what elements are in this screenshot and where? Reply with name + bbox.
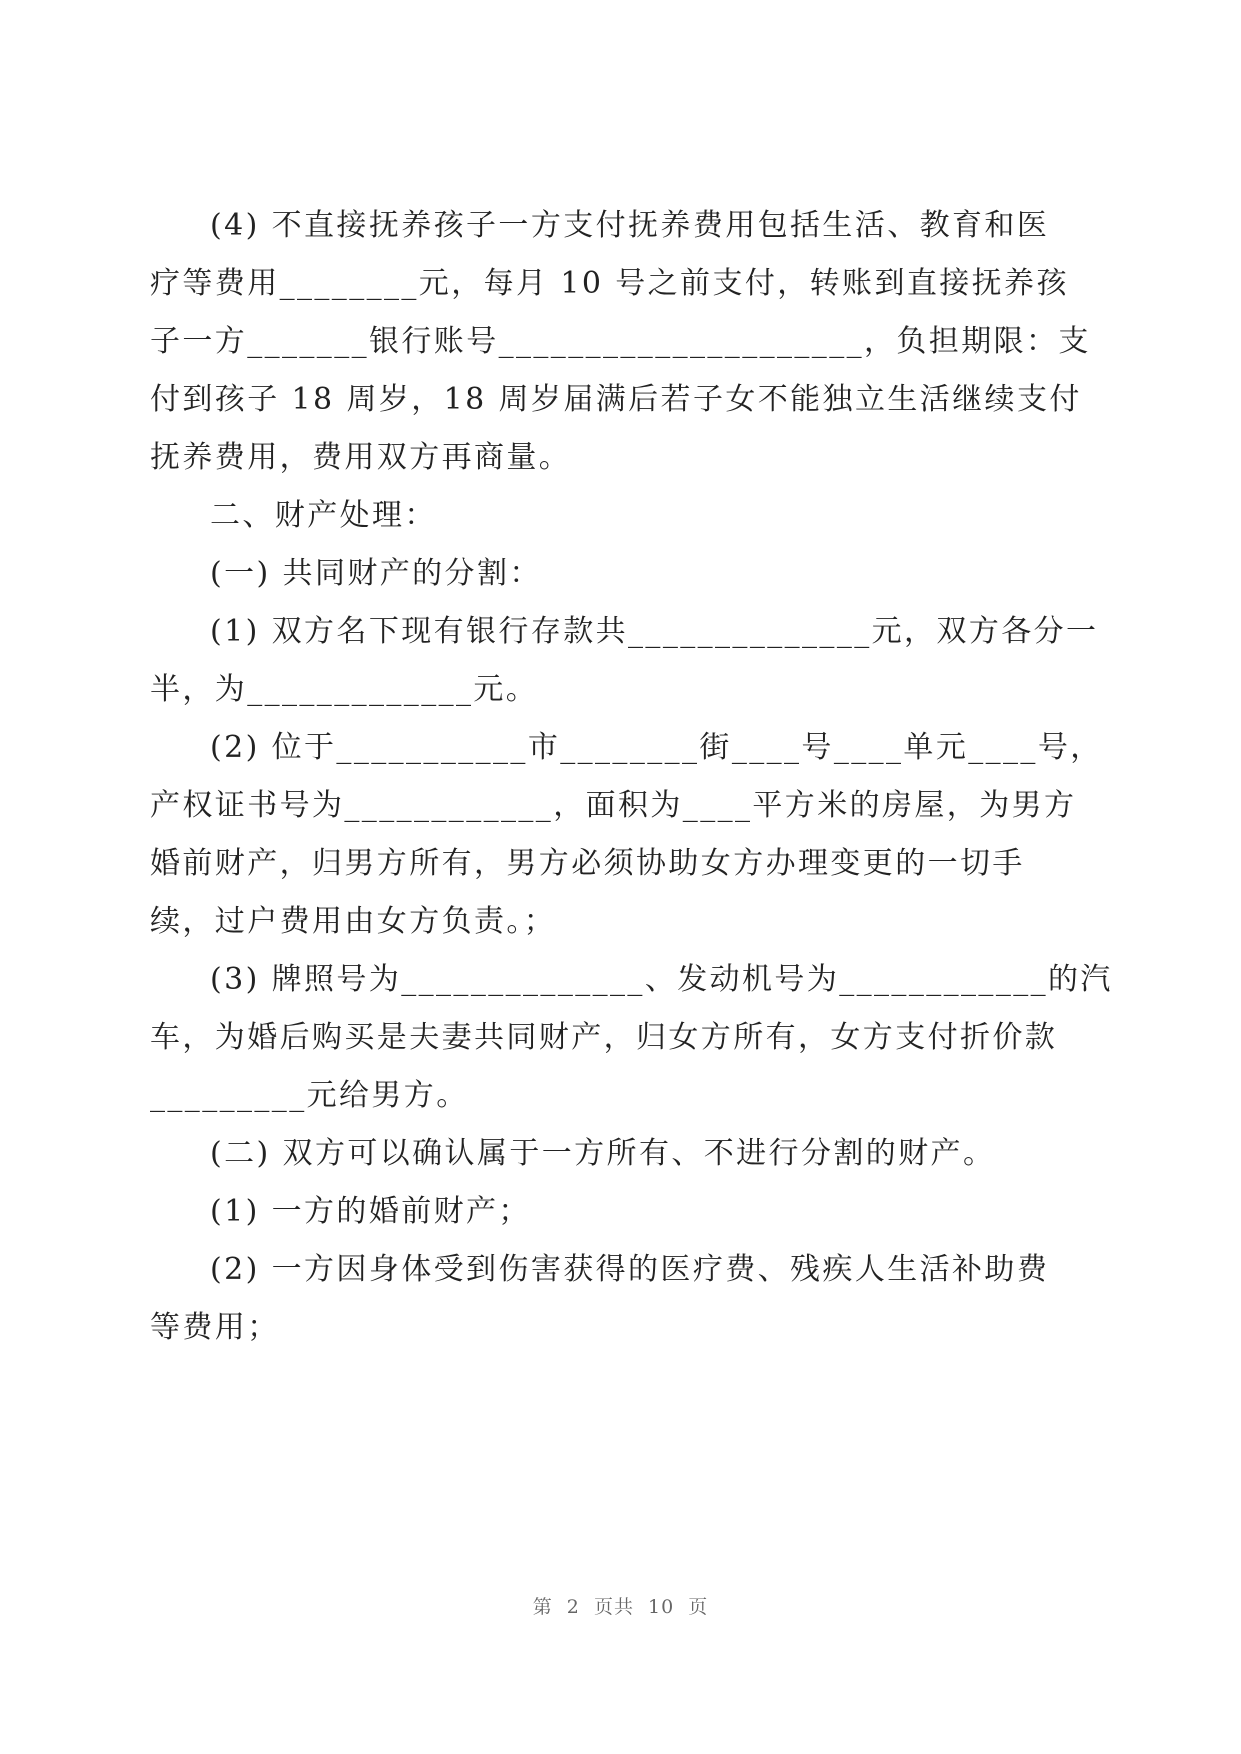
paragraph-line: 车，为婚后购买是夫妻共同财产，归女方所有，女方支付折价款 (150, 1020, 1058, 1055)
subsection-heading: (二) 双方可以确认属于一方所有、不进行分割的财产。 (210, 1136, 996, 1171)
paragraph-line: (4) 不直接抚养孩子一方支付抚养费用包括生活、教育和医 (210, 208, 1050, 243)
page-number-footer: 第 2 页共 10 页 (532, 1596, 709, 1618)
paragraph-line: 子一方_______银行账号_____________________，负担期限：支 (150, 324, 1091, 359)
paragraph-line: 半，为_____________元。 (150, 672, 539, 707)
paragraph-line: (2) 一方因身体受到伤害获得的医疗费、残疾人生活补助费 (210, 1252, 1050, 1287)
paragraph-line: 付到孩子 18 周岁，18 周岁届满后若子女不能独立生活继续支付 (150, 382, 1082, 417)
paragraph-line: 续，过户费用由女方负责。； (150, 904, 557, 939)
section-heading: 二、财产处理： (210, 498, 437, 533)
paragraph-line: 抚养费用，费用双方再商量。 (150, 440, 572, 475)
paragraph-line: (1) 一方的婚前财产； (210, 1194, 531, 1229)
paragraph-line: 疗等费用________元，每月 10 号之前支付，转账到直接抚养孩 (150, 266, 1069, 301)
paragraph-line: 婚前财产，归男方所有，男方必须协助女方办理变更的一切手 (150, 846, 1025, 881)
paragraph-line: (1) 双方名下现有银行存款共______________元，双方各分一 (210, 614, 1099, 649)
paragraph-line: _________元给男方。 (150, 1078, 469, 1113)
paragraph-line: (2) 位于___________市________街____号____单元____号， (210, 730, 1103, 765)
paragraph-line: 等费用； (150, 1310, 280, 1345)
paragraph-line: 产权证书号为____________，面积为____平方米的房屋，为男方 (150, 788, 1077, 823)
subsection-heading: (一) 共同财产的分割： (210, 556, 542, 591)
paragraph-line: (3) 牌照号为______________、发动机号为____________的汽 (210, 962, 1113, 997)
